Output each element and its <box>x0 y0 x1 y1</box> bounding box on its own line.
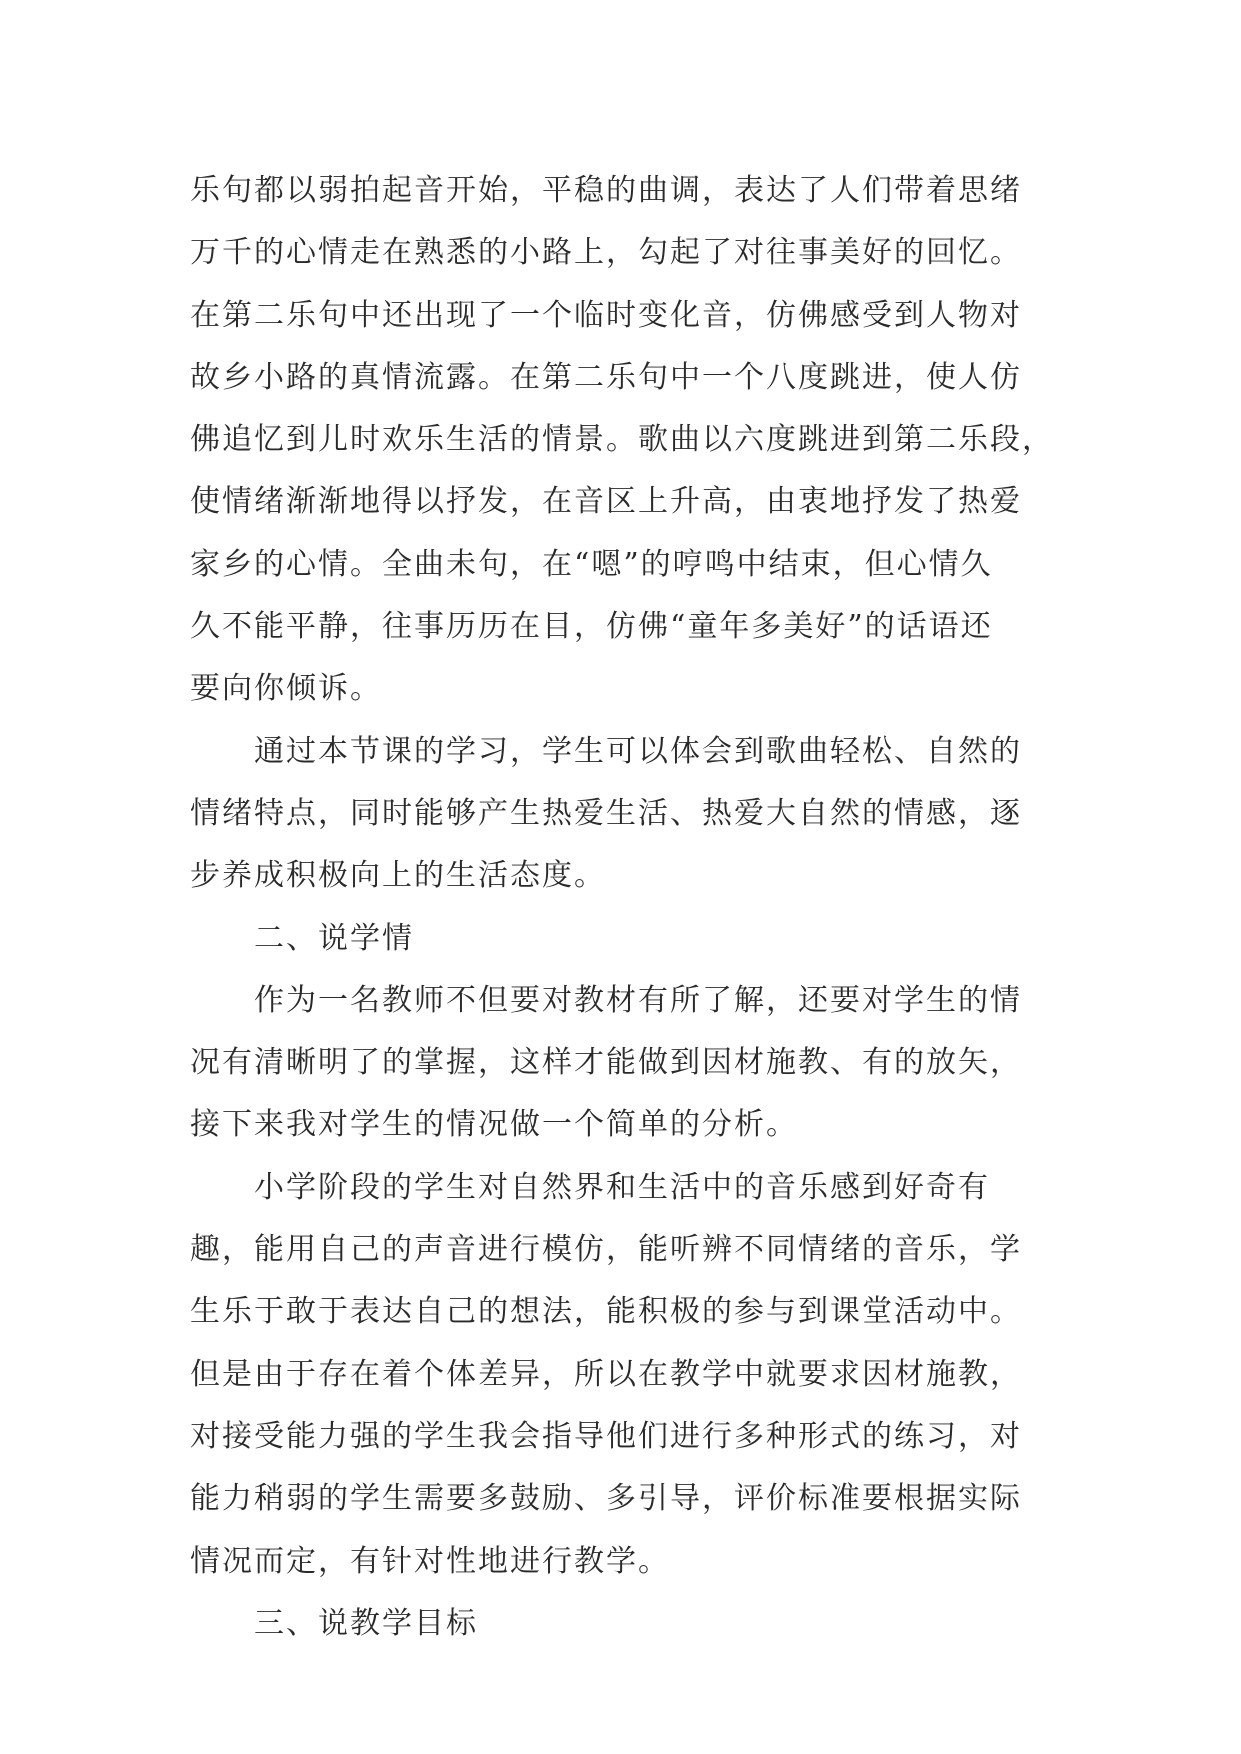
text-line: 万千的心情走在熟悉的小路上，勾起了对往事美好的回忆。 <box>190 235 1022 271</box>
text-line: 接下来我对学生的情况做一个简单的分析。 <box>190 1107 798 1143</box>
text-line: 故乡小路的真情流露。在第二乐句中一个八度跳进，使人仿 <box>190 359 1022 395</box>
paragraph-student-analysis <box>190 1157 1070 1593</box>
text-line: 况有清晰明了的掌握，这样才能做到因材施教、有的放矢， <box>190 1045 1022 1081</box>
text-line: 情绪特点，同时能够产生热爱生活、热爱大自然的情感，逐 <box>190 795 1022 831</box>
text-line: 久不能平静，往事历历在目，仿佛“童年多美好”的话语还 <box>190 609 993 645</box>
text-line: 小学阶段的学生对自然界和生活中的音乐感到好奇有 <box>254 1169 990 1205</box>
text-line: 但是由于存在着个体差异，所以在教学中就要求因材施教， <box>190 1356 1022 1392</box>
section-heading-teaching-objectives <box>190 1593 1070 1655</box>
section-heading: 三、说教学目标 <box>254 1605 478 1641</box>
text-line: 步养成积极向上的生活态度。 <box>190 858 606 894</box>
text-line: 要向你倾诉。 <box>190 671 382 707</box>
document-body <box>190 160 1070 1655</box>
paragraph-teacher-role <box>190 970 1070 1157</box>
text-line: 在第二乐句中还出现了一个临时变化音，仿佛感受到人物对 <box>190 297 1022 333</box>
text-line: 家乡的心情。全曲未句，在“嗯”的哼鸣中结束，但心情久 <box>190 546 993 582</box>
paragraph-continuation <box>190 160 1070 721</box>
text-line: 作为一名教师不但要对教材有所了解，还要对学生的情 <box>254 982 1022 1018</box>
section-heading: 二、说学情 <box>254 920 414 956</box>
text-line: 能力稍弱的学生需要多鼓励、多引导，评价标准要根据实际 <box>190 1481 1022 1517</box>
section-heading-learning-situation <box>190 908 1070 970</box>
text-line: 使情绪渐渐地得以抒发，在音区上升高，由衷地抒发了热爱 <box>190 484 1022 520</box>
text-line: 对接受能力强的学生我会指导他们进行多种形式的练习，对 <box>190 1418 1022 1454</box>
text-line: 情况而定，有针对性地进行教学。 <box>190 1543 670 1579</box>
text-line: 佛追忆到儿时欢乐生活的情景。歌曲以六度跳进到第二乐段， <box>190 422 1054 458</box>
text-line: 趣，能用自己的声音进行模仿，能听辨不同情绪的音乐，学 <box>190 1232 1022 1268</box>
text-line: 通过本节课的学习，学生可以体会到歌曲轻松、自然的 <box>254 733 1022 769</box>
paragraph-learning-outcome <box>190 721 1070 908</box>
text-line: 乐句都以弱拍起音开始，平稳的曲调，表达了人们带着思绪 <box>190 173 1022 208</box>
text-line: 生乐于敢于表达自己的想法，能积极的参与到课堂活动中。 <box>190 1294 1022 1330</box>
